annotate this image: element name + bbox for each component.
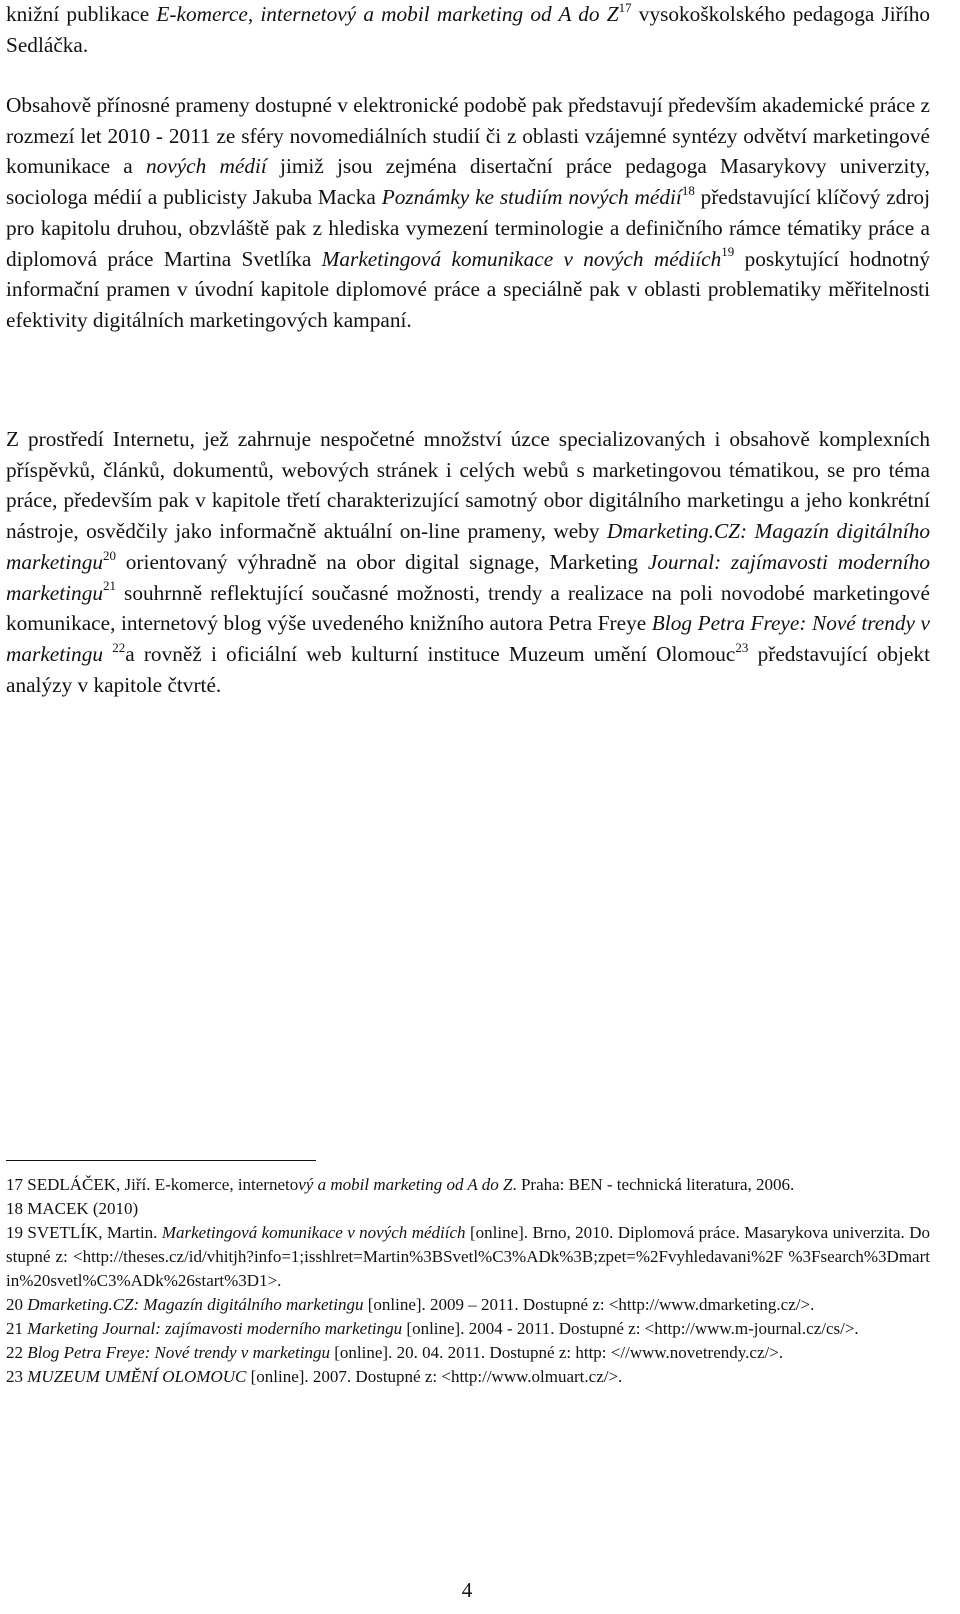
footnote-19 xyxy=(6,1221,930,1293)
footnote-text: 23 xyxy=(6,1367,28,1386)
footnote-text: 18 MACEK (2010) xyxy=(6,1199,139,1218)
text-run: souhrnně reflektující současné možnosti, trendy a realizace na poli novodobé marketingové komunikace, internetový blog výše uvedeného knižního autora Petra Freye xyxy=(6,580,930,636)
text-run: jimiž jsou zejména disertační práce pedagoga Masarykovy univerzity, sociologa médií a publicisty Jakuba Macka xyxy=(6,154,930,210)
footnote-ref-20[interactable]: 20 xyxy=(103,547,117,563)
footnote-text[interactable]: [online]. 20. 04. 2011. Dostupné z: http: <//www.novetrendy.cz/>. xyxy=(330,1343,784,1362)
text-run: Obsahově přínosné prameny dostupné v elektronické podobě pak představují především akademické práce z rozmezí let 2010 - 2011 ze sféry novomediálních studií či z oblasti vzájemné syntézy odvětví marketingové komunikace a xyxy=(6,93,930,179)
footnote-title: Marketing Journal: zajímavosti moderního marketingu xyxy=(27,1319,403,1338)
footnote-text[interactable]: [online]. 2007. Dostupné z: <http://www.olmuart.cz/>. xyxy=(246,1367,623,1386)
text-run: poskytující hodnotný informační pramen v úvodní kapitole diplomové práce a speciálně pak v oblasti problematiky měřitelnosti efektivity digitálních marketingových kampaní. xyxy=(6,246,930,332)
web-title-marketing-journal: Journal: zajímavosti moderního marketingu xyxy=(6,549,931,605)
footnote-text: 17 SEDLÁČEK, Jiří. E-komerce, interneto xyxy=(6,1175,299,1194)
text-run: představující objekt analýzy v kapitole čtvrté. xyxy=(6,641,930,697)
footnote-ref-19[interactable]: 19 xyxy=(721,244,735,260)
footnote-20 xyxy=(6,1293,930,1317)
web-title-dmarketing: Dmarketing.CZ: Magazín digitálního marketingu xyxy=(6,519,930,574)
footnote-text: 21 xyxy=(6,1319,28,1338)
footnote-title: Dmarketing.CZ: Magazín digitálního marketingu xyxy=(27,1295,364,1314)
footnote-18 xyxy=(6,1197,930,1221)
thesis-title-macek: Poznámky ke studiím nových médií xyxy=(381,185,682,210)
thesis-title-svetlik: Marketingová komunikace v nových médiích xyxy=(321,246,722,271)
book-title: E-komerce, internetový a mobil marketing od A do Z xyxy=(156,2,619,26)
paragraph-internet-sources xyxy=(6,424,930,700)
footnote-ref-23[interactable]: 23 xyxy=(735,639,749,655)
footnote-title: vý a mobil marketing od A do Z xyxy=(298,1175,513,1194)
footnote-text: 19 SVETLÍK, Martin. xyxy=(6,1223,162,1242)
footnote-17 xyxy=(6,1173,930,1197)
term-new-media: nových médií xyxy=(145,154,267,179)
footnote-title: Blog Petra Freye: Nové trendy v marketingu xyxy=(27,1343,330,1362)
footnote-title: MUZEUM UMĚNÍ OLOMOUC xyxy=(27,1367,247,1386)
footnote-ref-17[interactable]: 17 xyxy=(618,0,632,15)
footnote-ref-22[interactable]: 22 xyxy=(112,639,126,655)
footnote-22 xyxy=(6,1341,930,1365)
text-run: vysokoškolského pedagoga Jiřího Sedláčka. xyxy=(6,2,930,57)
footnote-23 xyxy=(6,1365,930,1389)
footnote-text: 22 xyxy=(6,1343,28,1362)
footnote-title: Marketingová komunikace v nových médiích xyxy=(161,1223,466,1242)
text-run: orientovaný výhradně na obor digital signage, Marketing xyxy=(116,549,648,574)
text-run: představující klíčový zdroj pro kapitolu druhou, obzvláště pak z hlediska vymezení terminologie a definičního rámce tématiky práce a diplomová práce Martina Svetlíka xyxy=(6,185,930,271)
footnote-text[interactable]: [online]. Brno, 2010. Diplomová práce. Masarykova univerzita. Dostupné z: <http://theses.cz/id/vhitjh?info=1;isshlret=Martin%3BSvetl%C3%ADk%3B;zpet=%2Fvyhledavani%2F %3Fsearch%3Dmartin%20svetl%C3%ADk%26start%3D1>. xyxy=(6,1223,930,1290)
footnote-text[interactable]: [online]. 2004 - 2011. Dostupné z: <http://www.m-journal.cz/cs/>. xyxy=(402,1319,859,1338)
footnote-ref-21[interactable]: 21 xyxy=(103,578,117,594)
footnote-text[interactable]: [online]. 2009 – 2011. Dostupné z: <http://www.dmarketing.cz/>. xyxy=(363,1295,815,1314)
web-title-blog-frey: Blog Petra Freye: Nové trendy v marketingu xyxy=(6,611,930,666)
page-number: 4 xyxy=(461,1578,473,1602)
paragraph-electronic-sources xyxy=(6,90,930,336)
text-run: a rovněž i oficiální web kulturní instituce Muzeum umění Olomouc xyxy=(125,641,736,666)
paragraph-intro-continued xyxy=(6,0,930,60)
footnote-ref-18[interactable]: 18 xyxy=(681,183,695,199)
text-run: knižní publikace xyxy=(6,2,157,26)
footnotes xyxy=(6,1173,930,1389)
footnote-text: 20 xyxy=(6,1295,28,1314)
footnote-separator xyxy=(6,1160,316,1161)
footnote-21 xyxy=(6,1317,930,1341)
footnote-text: . Praha: BEN - technická literatura, 2006. xyxy=(512,1175,795,1194)
text-run: Z prostředí Internetu, jež zahrnuje nespočetné množství úzce specializovaných i obsahově komplexních příspěvků, článků, dokumentů, webových stránek i celých webů s marketingovou tématikou, se pro téma práce, především pak v kapitole třetí charakterizující samotný obor digitálního marketingu a jeho konkrétní nástroje, osvědčily jako informačně aktuální on-line prameny, weby xyxy=(6,427,930,544)
